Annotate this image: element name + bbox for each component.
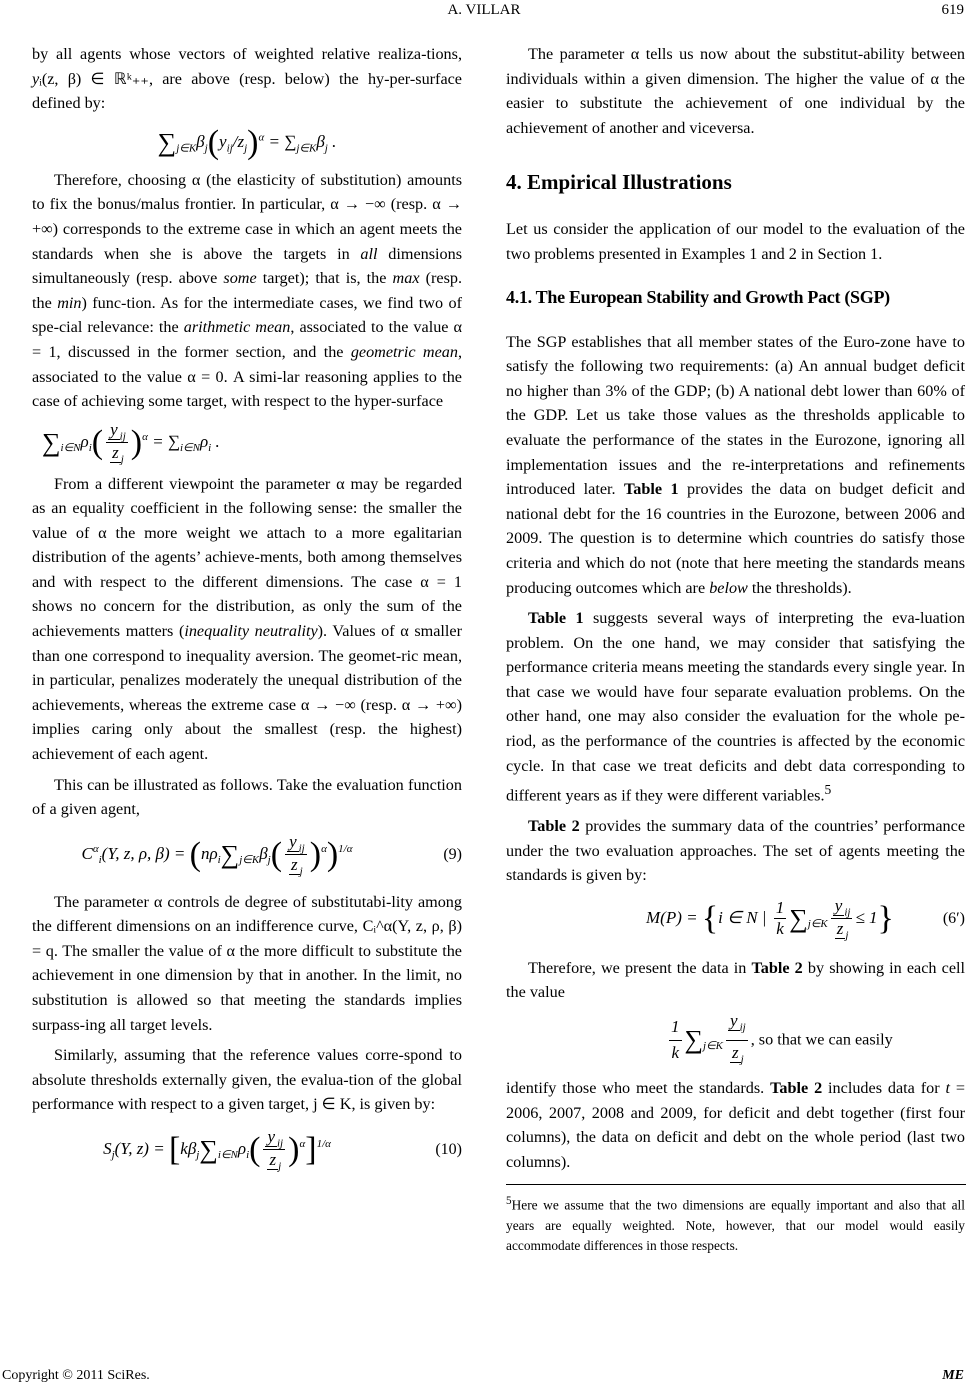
- text-run: Similarly, assuming that the reference values corre-spond to absolute thresholds externally given, the evalua-tion of the global performance with respect to a given target, j ∈ K, is given by:: [32, 1046, 462, 1114]
- paragraph: [506, 1009, 965, 1072]
- equation-hypersurface: $\sum_{j\in K}\beta_j(y_{ij}/z_j)^\alpha = \sum_{j\in K}\beta_j$ .: [157, 123, 337, 161]
- italic-text: y: [32, 69, 40, 88]
- inline-equation: $\frac{1}{k}$ $\sum_{j\in K}$ $\frac{y _{ij}}{z _j}$: [671, 1010, 746, 1066]
- section-heading: 4. Empirical Illustrations: [506, 170, 732, 195]
- text-run: ^α(Y, z, ρ, β) = q. The smaller the value of α the more difficult to substitute the achievement in one dimension by that in another. In the limit, no substitution is allowed so that meeting the standards implies surpass-ing all target levels.: [32, 917, 462, 1034]
- paragraph: [32, 1043, 462, 1117]
- paragraph: [32, 890, 462, 1038]
- paragraph: [506, 956, 965, 1005]
- text-run: ᵏ₊₊: [126, 69, 149, 88]
- bold-text: Table 2: [751, 958, 803, 977]
- text-run: the thresholds).: [747, 578, 852, 597]
- text-run: by showing in each cell the value: [506, 958, 966, 1002]
- footnote-marker: 5: [824, 782, 832, 798]
- text-run: From a different viewpoint the parameter α may be regarded as an equality coefficient in the following sense: the smaller the value of α the more weight we attach to a more egalitarian distribution of the agents’ achieve-ments, both among themselves and with respect to the different dimensions. The case α = 1 shows no concern for the distribution, as only the sum of the achievements matters (: [32, 474, 462, 641]
- text-run: provides the data on budget deficit and national debt for the 16 countries in the Eurozone, between 2006 and 2009. The question is to determine which countries do satisfy those criteria and which do not (note that here meeting the standards means producing outcomes which are: [506, 480, 965, 597]
- copyright: Copyright © 2011 SciRes.: [2, 1368, 150, 1383]
- page-number: 619: [941, 2, 964, 18]
- bold-text: Table 2: [528, 817, 580, 836]
- italic-text: min: [57, 293, 82, 312]
- equation-number: (6′): [942, 909, 965, 927]
- italic-text: max: [392, 269, 420, 288]
- text-run: The parameter α controls de degree of substitutabi-lity among the different dimensions on an indifference curve, C: [32, 892, 462, 936]
- text-run: The parameter α tells us now about the substitut-ability between individuals within a given dimension. The higher the value of α the easier to substitute the achievement of one individual by the achievement of another and viceversa.: [506, 45, 965, 137]
- text-run: suggests several ways of interpreting the eva-luation problem. On the one hand, we may consider that satisfying the performance criteria means meeting the standards every single year. In that case we would have four separate evaluation problems. On the other hand, one may also consider the evaluation for the whole pe-riod, as the performance of the countries is affected by the economic cycle. In that case we treat deficits and debt data corresponding to different years as if they were different variables.: [506, 609, 965, 805]
- paragraph: [32, 472, 462, 767]
- text-run: The SGP establishes that all member states of the Euro-zone have to satisfy the following two requirements: (a) An annual budget deficit no higher than 3% of the GDP; (b) A national debt lower than 60% of the GDP. Let us take those values as the thresholds applicable to evaluate the performance of the states in the Eurozone, ignoring all implementation issues and the re-interpretations and refinements introduced later.: [506, 332, 965, 499]
- italic-text: arithmetic mean: [183, 318, 291, 337]
- bold-text: Table 1: [528, 609, 584, 628]
- paragraph: [32, 42, 462, 116]
- paragraph: [32, 773, 462, 822]
- footnote: [506, 1191, 965, 1255]
- italic-text: some: [223, 269, 257, 288]
- equation-6-prime: M(P) = {i ∈ N | $\frac{1}{k}$ $\sum_{j\in K}$ $\frac{y _{ij}}{z _j}$ ≤ 1} (6′): [646, 896, 965, 942]
- footnote-rule: [506, 1184, 966, 1185]
- paragraph: [506, 217, 965, 266]
- text-run: (resp. the: [32, 269, 463, 312]
- text-run: ᵢ: [373, 917, 377, 936]
- paragraph: [506, 42, 965, 140]
- text-run: target); that is, the: [256, 269, 393, 288]
- paragraph: [506, 606, 965, 808]
- journal-abbrev: ME: [942, 1368, 964, 1383]
- text-run: ) func-tion. As for the intermediate cases, we find two of spe-cial relevance: the: [32, 293, 462, 337]
- text-run: dimensions simultaneously (resp. above: [32, 244, 463, 288]
- equation-9: $C^\alpha_i(Y$, z, ρ, $\beta) = (n\rho_i\sum_{j\in K}\beta_j$( $\frac{y _{ij}}{z _j}$ )$^\alpha$)$^{1/\alpha}$ (9): [81, 831, 462, 878]
- text-run: Let us consider the application of our model to the evaluation of the two problems presented in Examples 1 and 2 in Section 1.: [506, 220, 965, 263]
- equation-hypersurface-target: $\sum_{i\in N}\rho_i$( $\frac{y _{ij}}{z _j}$ )$^\alpha = \sum_{i\in N}\rho_i$ .: [42, 419, 220, 466]
- paragraph: [506, 330, 965, 601]
- equation-number: (9): [443, 845, 462, 863]
- text-run: , associated to the value α = 1, discussed in the former section, and the: [32, 318, 462, 361]
- text-run: identify those who meet the standards.: [506, 1078, 771, 1097]
- text-run: , so that we can easily: [750, 1030, 893, 1049]
- paragraph: [32, 168, 462, 414]
- text-run: Therefore, we present the data in: [528, 958, 752, 977]
- text-run: = 2006, 2007, 2008 and 2009, for deficit and debt together (first four columns), the data on deficit and debt on the whole period (last two columns).: [506, 1078, 965, 1171]
- text-run: ᵢ(z, β) ∈ ℝ: [39, 69, 127, 88]
- text-run: by all agents whose vectors of weighted relative realiza-tions,: [32, 45, 462, 63]
- footnote-marker: 5: [506, 1195, 512, 1208]
- bold-text: Table 2: [770, 1078, 823, 1097]
- text-run: , are above (resp. below) the hy-per-surface defined by:: [32, 69, 462, 113]
- subsection-heading: 4.1. The European Stability and Growth Pact (SGP): [506, 286, 890, 307]
- running-header-author: A. VILLAR: [447, 2, 521, 18]
- paragraph: [506, 814, 965, 888]
- text-run: ). Values of α smaller than one correspond to inequality aversion. The geomet-ric mean, in particular, penalizes moderately the unequal distribution of the achievements, whereas the extreme case α → −∞ (resp. α → +∞) implies caring only about the smallest (resp. the highest) achievement of each agent.: [32, 622, 462, 764]
- text-run: includes data for: [822, 1078, 946, 1097]
- text-run: , associated to the value α = 0. A simi-lar reasoning applies to the case of achieving some target, with respect to the hyper-surface: [32, 342, 462, 411]
- text-run: Here we assume that the two dimensions are equally important and also that all years are equally weighted. Note, however, that our model would easily accommodate differences in those respects.: [506, 1197, 965, 1253]
- italic-text: t: [945, 1078, 950, 1097]
- italic-text: geometric mean: [350, 342, 458, 361]
- text-run: This can be illustrated as follows. Take the evaluation function of a given agent,: [32, 775, 462, 819]
- italic-text: inequality neutrality: [184, 622, 318, 641]
- paragraph: [506, 1076, 965, 1174]
- bold-text: Table 1: [623, 480, 679, 499]
- left-column: [32, 42, 462, 1183]
- italic-text: below: [709, 578, 748, 597]
- text-run: provides the summary data of the countries’ performance under the two evaluation approaches. The set of agents meeting the standards is given by:: [506, 817, 965, 885]
- equation-10: $S_j(Y$, $z) = [k\beta_j\sum_{i\in N}\rho_i$( $\frac{y _{ij}}{z _j}$ )$^\alpha$]$^{1/\alpha}$ (10): [103, 1126, 462, 1173]
- text-run: Therefore, choosing α (the elasticity of substitution) amounts to fix the bonus/malus frontier. In particular, α → −∞ (resp. α → +∞) corresponds to the extreme case in which an agent meets the standards when she is above the targets in: [32, 170, 462, 263]
- italic-text: all: [360, 244, 378, 263]
- right-column: [506, 42, 965, 1256]
- equation-number: (10): [435, 1140, 462, 1158]
